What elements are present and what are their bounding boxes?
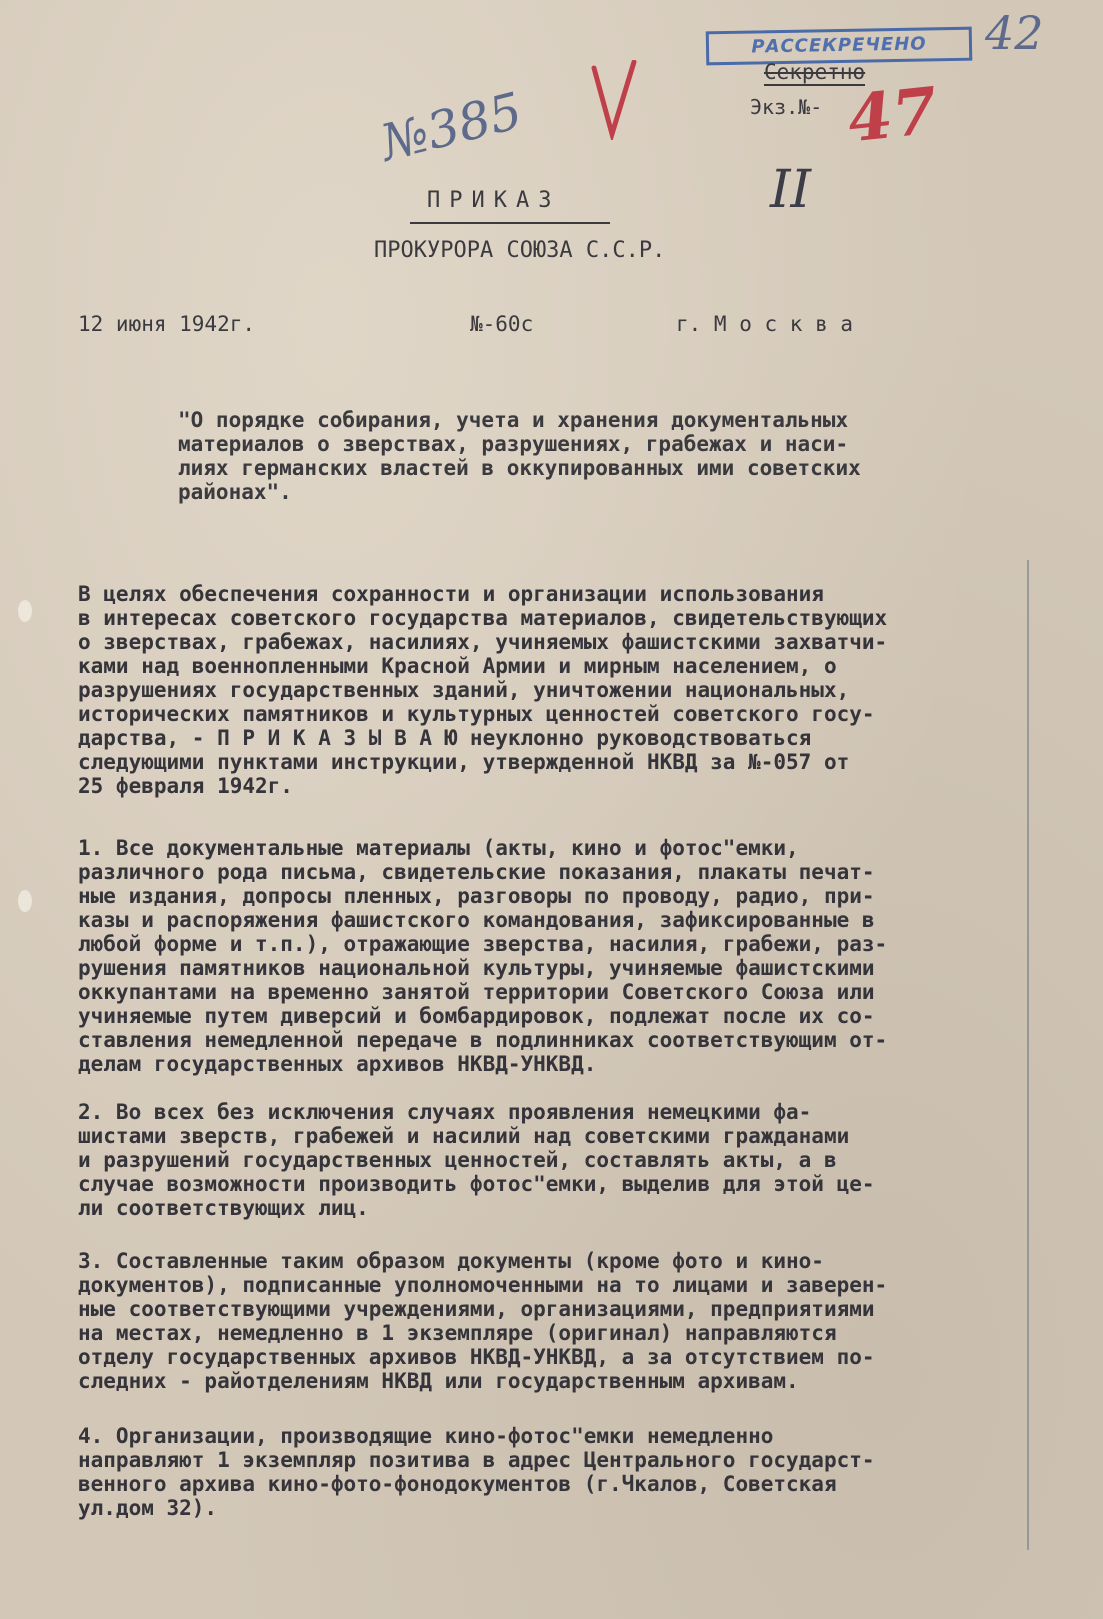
order-date: 12 июня 1942г. <box>78 312 256 336</box>
document-subtitle: ПРОКУРОРА СОЮЗА С.С.Р. <box>374 238 666 263</box>
punch-hole <box>18 600 32 622</box>
red-check-mark <box>590 60 638 140</box>
preamble-paragraph: В целях обеспечения сохранности и организации использования в интересах советского государства материалов, свидетельствующих о зверствах, грабежах, насилиях, учиняемых фашистскими захватчи- ками над военнопленными Красной Армии и мирным населением, о разрушениях государственных зданий, уничтожении национальных, исторических памятников и культурных ценностей советского госу- дарства, - П Р И К А З Ы В А Ю неуклонно руководствоваться следующими пунктами инструкции, утвержденной НКВД за №-057 от 25 февраля 1942г. <box>78 582 888 798</box>
order-number: №-60с <box>470 312 534 336</box>
order-city: г. М о с к в а <box>676 312 854 336</box>
punch-hole <box>18 890 32 912</box>
secret-label: Секретно <box>764 60 866 84</box>
handwritten-copy-number: 47 <box>844 73 941 158</box>
paragraph-1: 1. Все документальные материалы (акты, кино и фотос"емки, различного рода письма, свидетельские показания, плакаты печат- ные издания, допросы пленных, разговоры по проводу, радио, при- казы и распоряжения фашистского командования, зафиксированные в любой форме и т.п.), отражающие зверства, насилия, грабежи, раз- рушения памятников национальной культуры, учиняемые фашистскими оккупантами на временно занятой территории Советского Союза или учиняемые путем диверсий и бомбардировок, подлежат после их со- ставления немедленной передаче в подлинниках соответствующим от- делам государственных архивов НКВД-УНКВД. <box>78 836 888 1076</box>
copy-label: Экз.№- <box>750 95 823 119</box>
paragraph-3: 3. Составленные таким образом документы (кроме фото и кино- документов), подписанные уполномоченными на то лицами и заверен- ные соответствующими учреждениями, организациями, предприятиями на местах, немедленно в 1 экземпляре (оригинал) направляются отделу государственных архивов НКВД-УНКВД, а за отсутствием по- следних - райотделениям НКВД или государственным архивам. <box>78 1249 888 1393</box>
paragraph-4: 4. Организации, производящие кино-фотос"емки немедленно направляют 1 экземпляр позитива в адрес Центрального государст- венного архива кино-фото-фонодокументов (г.Чкалов, Советская ул.дом 32). <box>78 1424 875 1520</box>
margin-line <box>1027 560 1029 1550</box>
title-underline <box>410 222 610 224</box>
paragraph-2: 2. Во всех без исключения случаях проявления немецкими фа- шистами зверств, грабежей и насилий над советскими гражданами и разрушений государственных ценностей, составлять акты, а в случае возможности производить фотос"емки, выделив для этой це- ли соответствующих лиц. <box>78 1100 875 1220</box>
handwritten-roman-numeral: II <box>770 160 812 220</box>
handwritten-page-number: 42 <box>985 6 1044 60</box>
document-title: ПРИКАЗ <box>427 188 561 213</box>
order-subject: "О порядке собирания, учета и хранения документальных материалов о зверствах, разрушениях, грабежах и наси- лиях германских властей в оккупированных ими советских районах". <box>178 408 861 504</box>
declassified-stamp: РАССЕКРЕЧЕНО <box>706 27 973 66</box>
handwritten-registration-number: №385 <box>375 81 528 173</box>
